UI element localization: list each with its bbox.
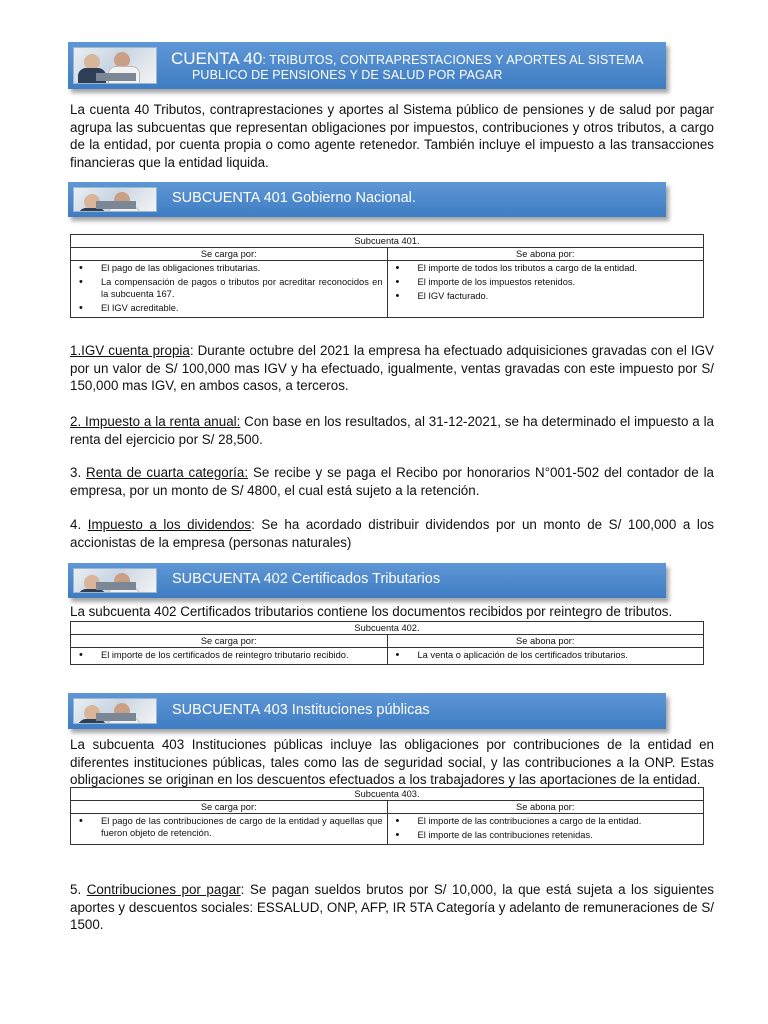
list-item: • El importe de las contribuciones a cargo de la entidad. [418,815,700,827]
banner-401-title-text: SUBCUENTA 401 Gobierno Nacional [172,190,412,206]
office-people-image [73,47,157,84]
case-1-text: : Durante octubre del 2021 la empresa ha efectuado adquisiciones gravadas con el IGV por un valor de S/ 100,000 mas IGV y ha efectuado, igualmente, ventas gravadas con este impuesto por S/ 150,000 mas IGV, en ambos casos, a terceros. [70,343,714,393]
case-3 [70,464,714,499]
case-3-label: Renta de cuarta categoría: [86,465,249,480]
table-subcuenta-401 [70,234,704,318]
case-3-num: 3. [70,465,87,480]
case-5 [70,881,714,934]
banner-subcuenta-403 [68,693,666,729]
table-title: Subcuenta 403. [71,788,704,801]
abona-cell [387,814,704,845]
list-item: • El IGV facturado. [418,290,700,302]
banner-403-title: SUBCUENTA 403 Instituciones públicas [172,702,430,718]
banner-401-title [172,190,416,206]
office-people-image [73,187,157,212]
abona-cell [387,261,704,318]
case-5-num: 5. [70,882,87,897]
carga-cell [71,261,388,318]
carga-cell [71,814,388,845]
table-title: Subcuenta 401. [71,235,704,248]
banner-title-line2: PUBLICO DE PENSIONES Y DE SALUD POR PAGAR [192,68,503,82]
case-3-text: Se recibe y se paga el Recibo por honorarios N°001-502 del contador de la empresa, por un monto de S/ 4800, el cual está sujeto a la retención. [70,465,714,498]
banner-title [171,49,643,69]
abona-cell [387,648,704,665]
col-header-abona: Se abona por: [387,801,704,814]
intro-paragraph: La cuenta 40 Tributos, contraprestaciones y aportes al Sistema público de pensiones y de salud por pagar agrupa las subcuentas que representan obligaciones por impuestos, contribuciones y otros tributos, a cargo de la entidad, por cuenta propia o como agente retenedor. También incluye el impuesto a las transacciones financieras que la entidad liquida. [70,102,714,170]
case-2-label: 2. Impuesto a la renta anual: [70,414,241,429]
list-item: • La compensación de pagos o tributos por acreditar reconocidos en la subcuenta 167. [101,276,383,300]
banner-subcuenta-402 [68,563,666,598]
case-4-label: Impuesto a los dividendos [87,517,252,532]
banner-401-dot: . [411,190,416,206]
list-item: • El pago de las contribuciones de cargo de la entidad y aquellas que fueron objeto de retención. [101,815,383,839]
banner-402-title: SUBCUENTA 402 Certificados Tributarios [172,571,441,587]
case-2-text: Con base en los resultados, al 31-12-2021, se ha determinado el impuesto a la renta del ejercicio por S/ 28,500. [70,414,714,447]
table-subcuenta-402 [70,621,704,665]
p403: La subcuenta 403 Instituciones públicas incluye las obligaciones por contribuciones de la entidad en diferentes instituciones públicas, tales como las de seguridad social, y las contribuciones a la ONP. Estas obligaciones se originan en los descuentos efectuados a los trabajadores y las aportaciones de la entidad. [70,737,714,787]
case-4-num: 4. [70,517,88,532]
case-1 [70,342,714,395]
case-4 [70,516,714,551]
list-item: • El importe de los impuestos retenidos. [418,276,700,288]
banner-cuenta-40 [68,42,666,89]
banner-title-bold: CUENTA 40 [171,49,263,68]
case-5-text: : Se pagan sueldos brutos por S/ 10,000, la que está sujeta a los siguientes aportes y descuentos sociales: ESSALUD, ONP, AFP, IR 5TA Categoría y adelanto de remuneraciones de S/ 1500. [70,882,714,932]
p402: La subcuenta 402 Certificados tributarios contiene los documentos recibidos por reintegro de tributos. [70,604,673,619]
list-item: • El importe de todos los tributos a cargo de la entidad. [418,262,700,274]
col-header-carga: Se carga por: [71,248,388,261]
carga-cell [71,648,388,665]
list-item: • El IGV acreditable. [101,302,383,314]
case-1-label: 1.IGV cuenta propia [70,343,190,358]
col-header-carga: Se carga por: [71,801,388,814]
table-subcuenta-403 [70,787,704,845]
case-5-label: Contribuciones por pagar [86,882,241,897]
list-item: • El importe de los certificados de reintegro tributario recibido. [101,649,383,661]
list-item: • La venta o aplicación de los certificados tributarios. [418,649,700,661]
table-title: Subcuenta 402. [71,622,704,635]
banner-title-line1: : TRIBUTOS, CONTRAPRESTACIONES Y APORTES AL SISTEMA [262,53,644,67]
col-header-carga: Se carga por: [71,635,388,648]
case-4-text: : Se ha acordado distribuir dividendos por un monto de S/ 100,000 a los accionistas de la empresa (personas naturales) [70,517,714,550]
list-item: • El importe de las contribuciones retenidas. [418,829,700,841]
col-header-abona: Se abona por: [387,635,704,648]
office-people-image [73,698,157,724]
case-2 [70,413,714,448]
office-people-image [73,568,157,593]
col-header-abona: Se abona por: [387,248,704,261]
list-item: • El pago de las obligaciones tributarias. [101,262,383,274]
banner-subcuenta-401 [68,182,666,217]
